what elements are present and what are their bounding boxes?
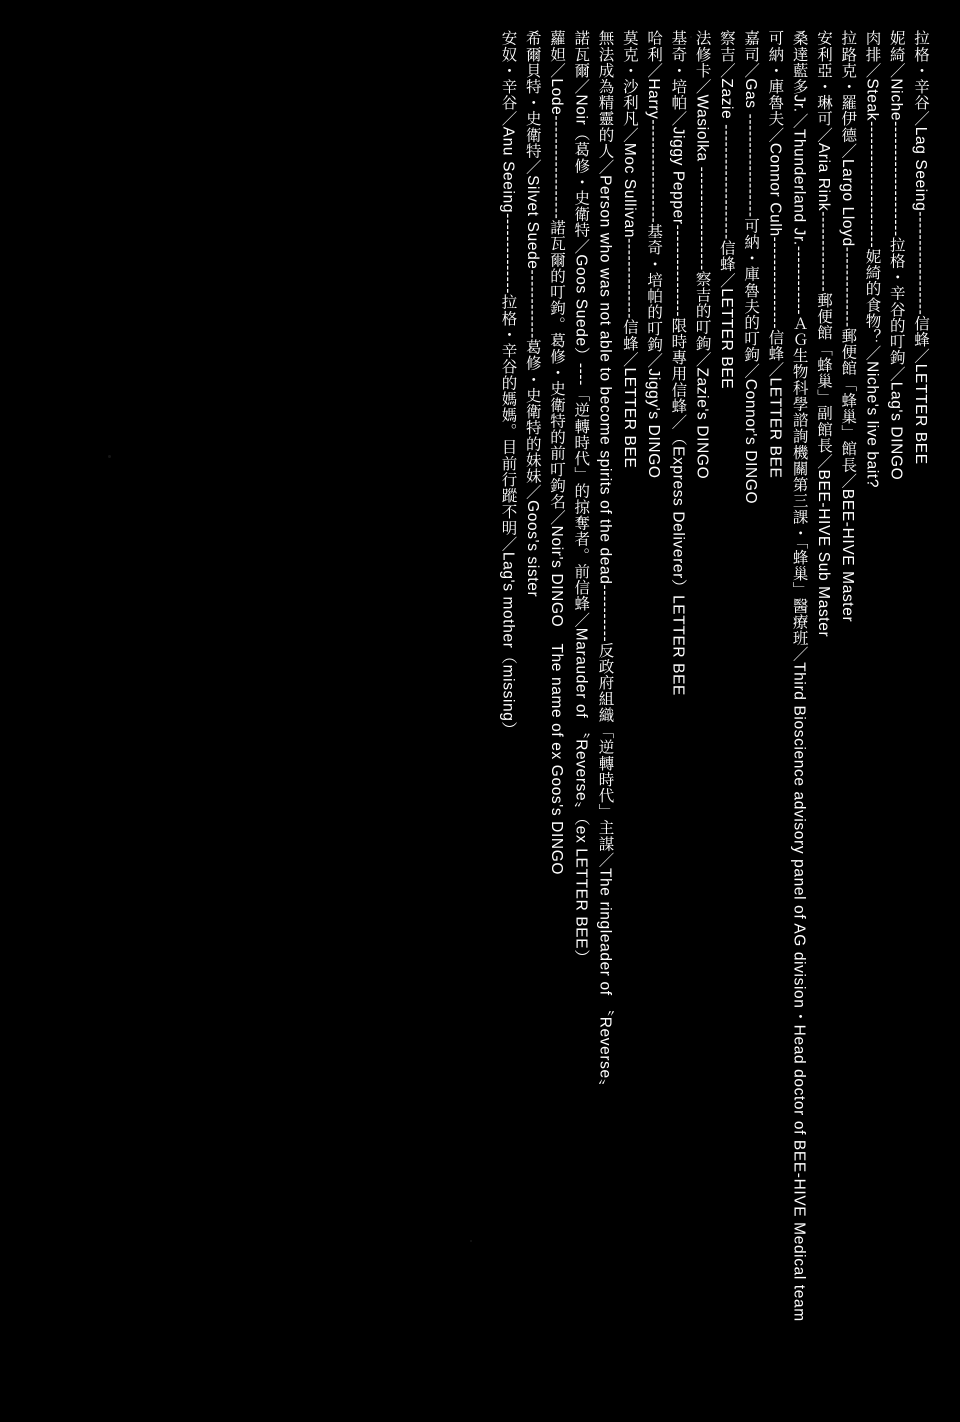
glossary-entry [738, 30, 762, 1398]
entry-text: 拉路克・羅伊德／Largo Lloyd--------------郵便館「蜂巢」館長／BEE-HIVE Master [839, 30, 857, 623]
glossary-entry [908, 30, 932, 1398]
entry-text: 安利亞・琳可／Aria Rink--------------郵便館「蜂巢」副館長／BEE-HIVE Sub Master [814, 30, 832, 638]
glossary-entry [495, 30, 519, 1398]
entry-text: 法修卡／Wasiolka ------------------察吉的叮鉤／Zazie's DINGO [693, 30, 711, 480]
entry-text: 察吉／Zazie --------------------信蜂／LETTER BEE [717, 30, 735, 390]
glossary-entry [617, 30, 641, 1398]
glossary-entry [519, 30, 543, 1398]
glossary-entry [883, 30, 907, 1398]
glossary-entry [568, 30, 592, 1398]
entry-text: 妮綺／Niche--------------------拉格・辛谷的叮鉤／Lag's DINGO [887, 30, 905, 481]
entry-text: 諾瓦爾／Noir（葛修・史衛特／Goos Suede）----「逆轉時代」的掠奪者。前信蜂／Marauder of 〝Reverse〟（ex LETTER BEE） [572, 30, 590, 966]
glossary-entry [592, 30, 616, 1398]
entry-text: 安奴・辛谷／Anu Seeing--------------拉格・辛谷的媽媽。目前行蹤不明／Lag's mother（missing） [499, 30, 517, 738]
entry-text: 嘉司／Gas ------------------可納・庫魯夫的叮鉤／Connor's DINGO [742, 30, 760, 505]
glossary-entry [786, 30, 810, 1398]
entry-text: 肉排／Steak----------------------妮綺的食物？／Niche's live bait? [863, 30, 881, 489]
glossary-entry [665, 30, 689, 1398]
entry-text: 可納・庫魯夫／Connor Culh----------------信蜂／LETTER BEE [766, 30, 784, 479]
glossary-entry [641, 30, 665, 1398]
glossary-entry [835, 30, 859, 1398]
glossary-entry [544, 30, 568, 1398]
glossary-entry [689, 30, 713, 1398]
entry-text: 基奇・培帕／Jiggy Pepper----------------限時專用信蜂／（Express Deliverer）LETTER BEE [669, 30, 687, 697]
entry-text: 拉格・辛谷／Lag Seeing------------------信蜂／LETTER BEE [912, 30, 929, 465]
glossary-entry [811, 30, 835, 1398]
entry-text: 無法成為精靈的人／Person who was not able to become spirits of the dead----------反政府組織「逆轉時代」主謀／The ringleader of 〝Reverse〟 [596, 30, 614, 1095]
glossary-entry [859, 30, 883, 1398]
glossary-entry [762, 30, 786, 1398]
entry-text: 希爾貝特・史衛特／Silvet Suede------------葛修・史衛特的妹妹／Goos's sister [523, 30, 541, 598]
glossary-entry [714, 30, 738, 1398]
entry-text: 蘿妲／Lode------------------諾瓦爾的叮鉤。葛修・史衛特的前叮鉤名／Noir's DINGO The name of ex Goos's DINGO [548, 30, 566, 876]
entry-text: 莫克・沙利凡／Moc Sullivan--------------信蜂／LETTER BEE [620, 30, 638, 469]
entry-text: 哈利／Harry------------------基奇・培帕的叮鉤／Jiggy's DINGO [645, 30, 663, 479]
glossary-entry-list [28, 30, 932, 1398]
entry-text: 桑達藍多Jr.／Thunderland Jr.------------ＡＧ生物科學諮詢機關第三課・「蜂巢」醫療班／Third Bioscience advisory panel of AG division・Head doctor of BEE-HIVE Medical team [790, 30, 808, 1322]
